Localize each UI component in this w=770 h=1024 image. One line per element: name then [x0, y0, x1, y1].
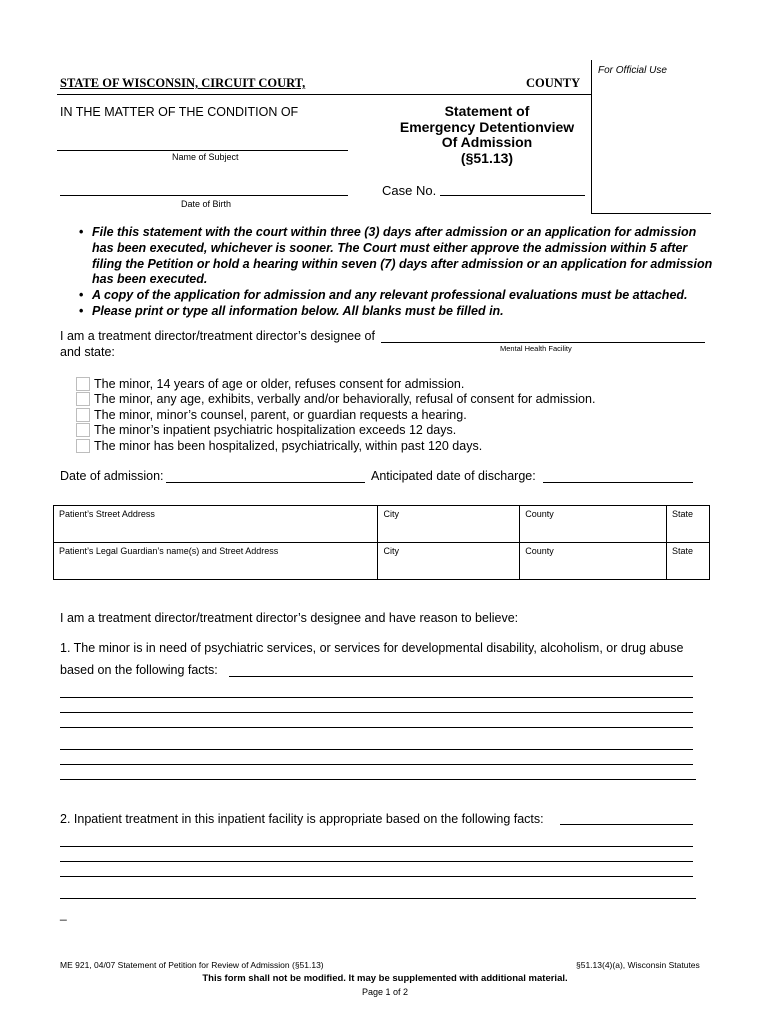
table-row: [54, 506, 710, 543]
guardian-city-cell[interactable]: City: [378, 543, 520, 580]
patient-city-cell[interactable]: City: [378, 506, 520, 543]
checkbox-row: [76, 422, 456, 437]
instructions-list: [78, 225, 718, 320]
stray-underscore: _: [60, 907, 67, 921]
form-title: [386, 104, 588, 166]
checkbox-row: [76, 391, 595, 406]
form-id: ME 921, 04/07 Statement of Petition for Review of Admission (§51.13): [60, 960, 324, 970]
discharge-date-field[interactable]: [543, 482, 693, 483]
discharge-date-label: Anticipated date of discharge:: [371, 469, 536, 483]
fact-2-line[interactable]: [60, 861, 693, 862]
checkbox-label: The minor’s inpatient psychiatric hospitalization exceeds 12 days.: [94, 422, 457, 437]
checkbox-label: The minor has been hospitalized, psychiatrically, within past 120 days.: [94, 438, 483, 453]
fact-1-line[interactable]: [60, 697, 693, 698]
guardian-address-cell[interactable]: Patient’s Legal Guardian’s name(s) and Street Address: [54, 543, 378, 580]
case-no-field[interactable]: [440, 195, 585, 196]
instruction-item: • File this statement with the court within three (3) days after admission or an application for admission has been executed, whichever is sooner. The Court must either approve the admission within 5 after filing the Petition or hold a hearing within seven (7) days after admission or an application for admission has been executed.: [78, 225, 718, 288]
county-heading: COUNTY: [526, 76, 581, 90]
designee-statement: I am a treatment director/treatment director’s designee of: [60, 329, 375, 343]
fact-2-first-line[interactable]: [560, 824, 693, 825]
fact-2-line[interactable]: [60, 898, 696, 899]
fact-item-2-text: 2. Inpatient treatment in this inpatient facility is appropriate based on the following facts:: [60, 812, 544, 826]
statute-reference: §51.13(4)(a), Wisconsin Statutes: [576, 960, 700, 970]
facility-field[interactable]: [381, 342, 705, 343]
fact-1-line[interactable]: [60, 749, 693, 750]
checkbox[interactable]: [76, 439, 90, 453]
title-line-3: Of Admission: [441, 134, 533, 150]
name-of-subject-field[interactable]: [57, 150, 348, 151]
modification-notice: This form shall not be modified. It may be supplemented with additional material.: [202, 973, 568, 984]
facility-label: Mental Health Facility: [500, 344, 572, 353]
official-use-label: For Official Use: [598, 65, 667, 76]
case-no-label: Case No.: [382, 183, 437, 198]
date-of-birth-label: Date of Birth: [181, 199, 232, 209]
checkbox-row: [76, 376, 464, 391]
fact-item-1-text: 1. The minor is in need of psychiatric services, or services for developmental disability, alcoholism, or drug abuse: [60, 641, 684, 655]
name-of-subject-label: Name of Subject: [172, 152, 239, 162]
court-rule: [57, 94, 591, 95]
fact-1-line[interactable]: [60, 712, 693, 713]
page-number: Page 1 of 2: [361, 987, 409, 997]
date-of-admission-field[interactable]: [166, 482, 365, 483]
address-table: [53, 505, 710, 580]
title-line-1: Statement of: [444, 103, 530, 119]
fact-2-line[interactable]: [60, 876, 693, 877]
fact-1-line[interactable]: [60, 779, 696, 780]
matter-label: IN THE MATTER OF THE CONDITION OF: [60, 105, 299, 119]
instruction-item: • Please print or type all information below. All blanks must be filled in.: [78, 304, 718, 320]
belief-intro: I am a treatment director/treatment director’s designee and have reason to believe:: [60, 611, 519, 625]
court-heading: STATE OF WISCONSIN, CIRCUIT COURT,: [60, 76, 306, 90]
patient-street-address-cell[interactable]: Patient’s Street Address: [54, 506, 378, 543]
and-state-label: and state:: [60, 345, 115, 359]
official-use-divider: [591, 60, 592, 214]
instruction-item: • A copy of the application for admission and any relevant professional evaluations must be attached.: [78, 288, 718, 304]
checkbox-label: The minor, any age, exhibits, verbally and/or behaviorally, refusal of consent for admission.: [94, 391, 596, 406]
checkbox-row: [76, 407, 467, 422]
checkbox[interactable]: [76, 392, 90, 406]
checkbox-label: The minor, 14 years of age or older, refuses consent for admission.: [94, 376, 465, 391]
fact-item-1-label: based on the following facts:: [60, 663, 218, 677]
fact-1-line[interactable]: [60, 764, 693, 765]
guardian-county-cell[interactable]: County: [520, 543, 667, 580]
fact-1-first-line[interactable]: [229, 676, 693, 677]
guardian-state-cell[interactable]: State: [667, 543, 710, 580]
checkbox[interactable]: [76, 408, 90, 422]
checkbox[interactable]: [76, 423, 90, 437]
checkbox-label: The minor, minor’s counsel, parent, or guardian requests a hearing.: [94, 407, 467, 422]
checkbox[interactable]: [76, 377, 90, 391]
header-bottom-rule: [591, 213, 711, 214]
date-of-admission-label: Date of admission:: [60, 469, 164, 483]
patient-county-cell[interactable]: County: [520, 506, 667, 543]
title-line-4: (§51.13): [460, 149, 514, 166]
title-line-2: Emergency Detentionview: [399, 118, 575, 135]
checkbox-row: [76, 438, 482, 453]
fact-2-line[interactable]: [60, 846, 693, 847]
table-row: [54, 543, 710, 580]
date-of-birth-field[interactable]: [60, 195, 348, 196]
fact-1-line[interactable]: [60, 727, 693, 728]
patient-state-cell[interactable]: State: [667, 506, 710, 543]
